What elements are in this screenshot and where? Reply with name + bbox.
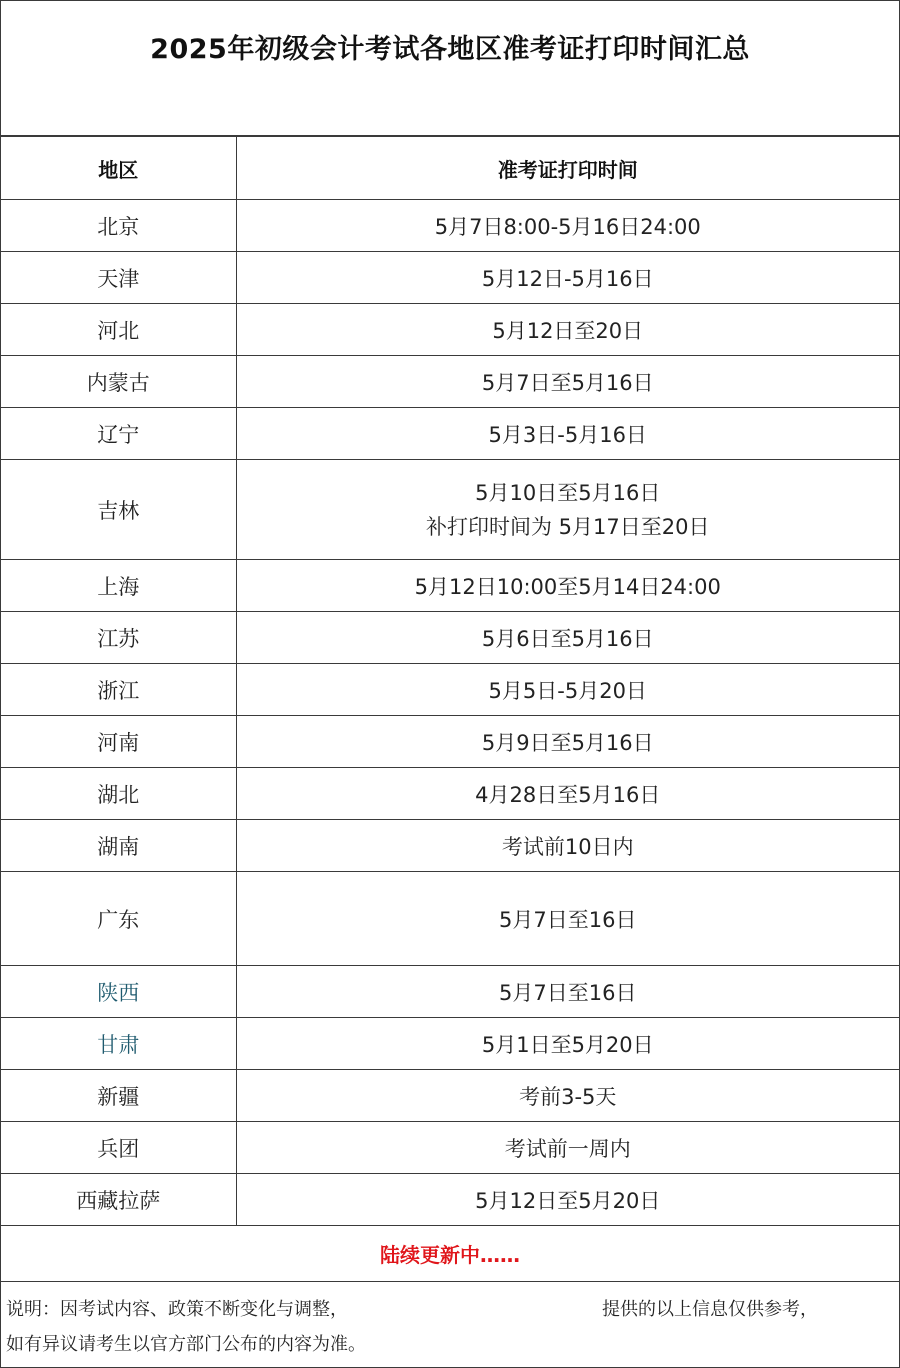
- region-cell: 西藏拉萨: [1, 1174, 236, 1226]
- region-cell: 河北: [1, 304, 236, 356]
- time-cell: 考试前10日内: [236, 820, 899, 872]
- table-row: [1, 356, 899, 408]
- time-cell: 5月7日8:00-5月16日24:00: [236, 200, 899, 252]
- time-cell: 5月9日至5月16日: [236, 716, 899, 768]
- table-row: [1, 304, 899, 356]
- region-cell: 广东: [1, 872, 236, 966]
- time-cell: 考前3-5天: [236, 1070, 899, 1122]
- note-line-1: [6, 1295, 818, 1321]
- update-row: [1, 1226, 899, 1282]
- table-row: [1, 716, 899, 768]
- time-cell: 5月3日-5月16日: [236, 408, 899, 460]
- time-cell: 5月6日至5月16日: [236, 612, 899, 664]
- region-cell: 辽宁: [1, 408, 236, 460]
- region-cell: 湖南: [1, 820, 236, 872]
- table-row: [1, 200, 899, 252]
- time-cell: 5月12日至5月20日: [236, 1174, 899, 1226]
- note-line-2: 如有异议请考生以官方部门公布的内容为准。: [6, 1334, 366, 1355]
- table-row: [1, 1018, 899, 1070]
- header-print-time: 准考证打印时间: [236, 137, 899, 200]
- time-cell: 考试前一周内: [236, 1122, 899, 1174]
- region-cell: 陕西: [1, 966, 236, 1018]
- table-row: [1, 1070, 899, 1122]
- region-cell: 河南: [1, 716, 236, 768]
- update-notice: 陆续更新中……: [1, 1226, 899, 1282]
- table-row: [1, 768, 899, 820]
- table-row: [1, 966, 899, 1018]
- table-header-row: [1, 137, 899, 200]
- header-region: 地区: [1, 137, 236, 200]
- time-cell: 5月12日至20日: [236, 304, 899, 356]
- time-line-1: 5月10日至5月16日: [475, 480, 661, 505]
- region-cell: 甘肃: [1, 1018, 236, 1070]
- note-line-1-end: 提供的以上信息仅供参考，: [602, 1299, 818, 1320]
- title-box: [1, 1, 899, 136]
- table-row: [1, 1174, 899, 1226]
- region-cell: 吉林: [1, 460, 236, 560]
- region-cell: 上海: [1, 560, 236, 612]
- time-cell: 5月5日-5月20日: [236, 664, 899, 716]
- table-row: [1, 252, 899, 304]
- time-line-2: 补打印时间为 5月17日至20日: [426, 514, 710, 539]
- region-cell: 湖北: [1, 768, 236, 820]
- table-row: [1, 560, 899, 612]
- table-row: [1, 1122, 899, 1174]
- region-cell: 浙江: [1, 664, 236, 716]
- region-cell: 内蒙古: [1, 356, 236, 408]
- time-cell: 5月12日10:00至5月14日24:00: [236, 560, 899, 612]
- schedule-table: [1, 136, 899, 1282]
- table-row: [1, 460, 899, 560]
- page-title: 2025年初级会计考试各地区准考证打印时间汇总: [150, 34, 750, 65]
- note-line-1-start: 说明：因考试内容、政策不断变化与调整，: [6, 1299, 348, 1320]
- region-cell: 江苏: [1, 612, 236, 664]
- table-row: [1, 664, 899, 716]
- table-row: [1, 612, 899, 664]
- time-cell: 5月7日至16日: [236, 966, 899, 1018]
- time-cell: 5月1日至5月20日: [236, 1018, 899, 1070]
- time-cell: [236, 460, 899, 560]
- region-cell: 兵团: [1, 1122, 236, 1174]
- disclaimer-note: [1, 1278, 899, 1367]
- table-row: [1, 820, 899, 872]
- region-cell: 天津: [1, 252, 236, 304]
- time-cell: 5月12日-5月16日: [236, 252, 899, 304]
- time-cell: 5月7日至5月16日: [236, 356, 899, 408]
- region-cell: 新疆: [1, 1070, 236, 1122]
- time-cell: 4月28日至5月16日: [236, 768, 899, 820]
- region-cell: 北京: [1, 200, 236, 252]
- table-row: [1, 872, 899, 966]
- table-row: [1, 408, 899, 460]
- time-cell: 5月7日至16日: [236, 872, 899, 966]
